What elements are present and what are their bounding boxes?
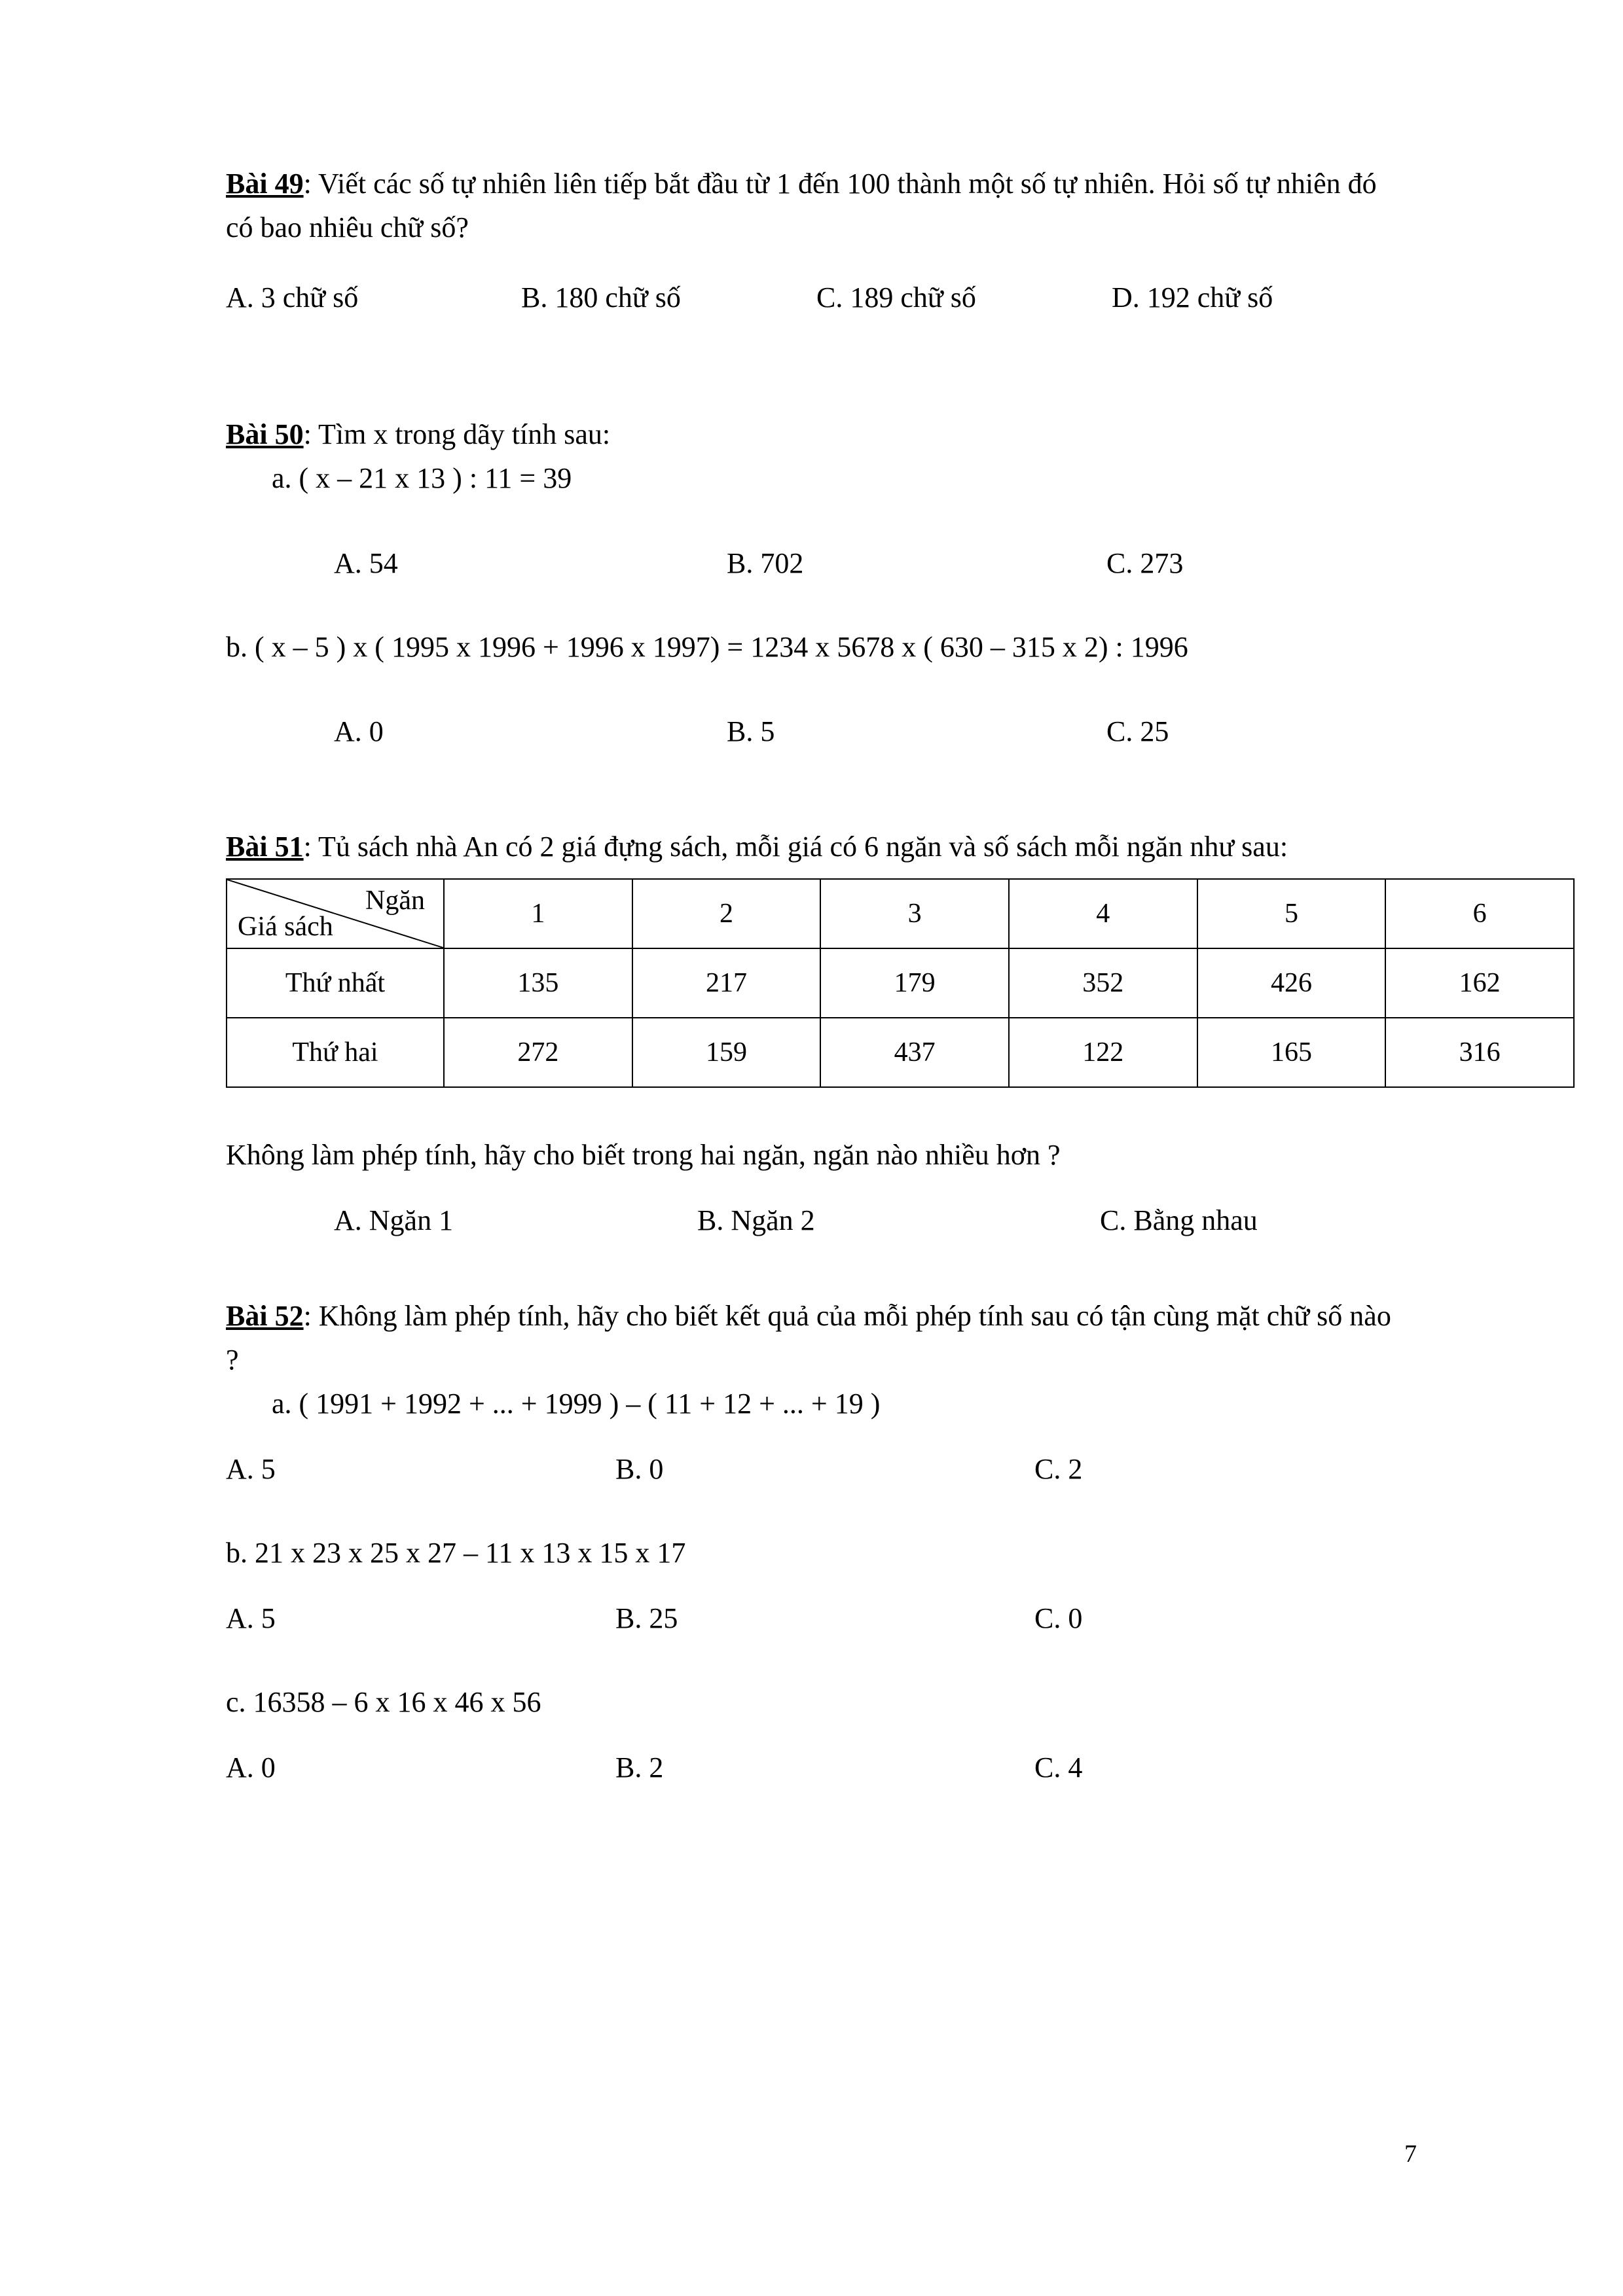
question-bai-49: [226, 162, 1407, 319]
question-bai-52: [226, 1295, 1407, 1784]
choices-51: [226, 1204, 1407, 1237]
question-body-51: : Tủ sách nhà An có 2 giá đựng sách, mỗi giá có 6 ngăn và số sách mỗi ngăn như sau:: [303, 831, 1288, 863]
choice-51-c[interactable]: C. Bằng nhau: [1100, 1204, 1258, 1237]
choice-50a-b[interactable]: B. 702: [727, 547, 804, 579]
spacer: [226, 1426, 1407, 1452]
spacer: [226, 669, 1407, 715]
question-52-part-c: c. 16358 – 6 x 16 x 46 x 56: [226, 1685, 541, 1718]
choices-52-a: [226, 1452, 1407, 1486]
table-col-header-3: 3: [820, 879, 1009, 948]
table-row-header-2: Thứ hai: [227, 1018, 444, 1087]
question-label-50: Bài 50: [226, 418, 304, 450]
page-number: 7: [1404, 2140, 1417, 2168]
choice-52b-b[interactable]: B. 25: [615, 1602, 678, 1634]
question-body-50: : Tìm x trong dãy tính sau:: [303, 418, 611, 450]
table-cell-r1c3: 179: [820, 948, 1009, 1018]
spacer: [226, 1177, 1407, 1204]
table-row-header-1: Thứ nhất: [227, 948, 444, 1018]
table-row: [227, 1018, 1574, 1087]
table-corner-cell: [227, 879, 444, 948]
choices-49: [226, 276, 1407, 319]
choices-52-c: [226, 1751, 1407, 1784]
question-label-49: Bài 49: [226, 168, 304, 200]
table-cell-r2c2: 159: [632, 1018, 821, 1087]
question-label-52: Bài 52: [226, 1300, 304, 1333]
spacer: [226, 780, 1407, 825]
choice-52c-a[interactable]: A. 0: [226, 1751, 276, 1784]
choice-52b-a[interactable]: A. 5: [226, 1602, 276, 1634]
choice-50b-a[interactable]: A. 0: [334, 715, 384, 748]
table-cell-r2c1: 272: [444, 1018, 632, 1087]
question-51-followup: Không làm phép tính, hãy cho biết trong hai ngăn, ngăn nào nhiều hơn ?: [226, 1139, 1061, 1172]
table-header-row: [227, 879, 1574, 948]
choice-49-b[interactable]: B. 180 chữ số: [521, 281, 681, 314]
choice-52a-b[interactable]: B. 0: [615, 1452, 664, 1485]
choice-52a-c[interactable]: C. 2: [1034, 1452, 1083, 1485]
choice-50b-b[interactable]: B. 5: [727, 715, 775, 748]
spacer: [226, 1088, 1407, 1134]
book-shelf-table: [226, 878, 1575, 1088]
choice-52a-a[interactable]: A. 5: [226, 1452, 276, 1485]
spacer: [226, 580, 1407, 626]
question-50-part-b: b. ( x – 5 ) x ( 1995 x 1996 + 1996 x 1997) = 1234 x 5678 x ( 630 – 315 x 2) : 1996: [226, 630, 1188, 663]
question-50-part-a: a. ( x – 21 x 13 ) : 11 = 39: [272, 461, 572, 494]
table-cell-r1c1: 135: [444, 948, 632, 1018]
question-bai-50: [226, 413, 1407, 749]
question-text-50: [226, 413, 1407, 457]
choice-50b-c[interactable]: C. 25: [1106, 715, 1169, 748]
table-row: [227, 948, 1574, 1018]
choice-49-a[interactable]: A. 3 chữ số: [226, 281, 359, 314]
question-text-52: [226, 1295, 1407, 1382]
question-body-52: : Không làm phép tính, hãy cho biết kết quả của mỗi phép tính sau có tận cùng mặt chữ số nào ?: [226, 1300, 1391, 1376]
table-col-header-6: 6: [1385, 879, 1574, 948]
table-cell-r2c4: 122: [1009, 1018, 1197, 1087]
table-cell-r1c5: 426: [1197, 948, 1386, 1018]
table-cell-r2c6: 316: [1385, 1018, 1574, 1087]
corner-label-bottom: Giá sách: [238, 912, 333, 942]
question-label-51: Bài 51: [226, 831, 304, 863]
question-52-part-b: b. 21 x 23 x 25 x 27 – 11 x 13 x 15 x 17: [226, 1536, 686, 1569]
spacer: [226, 1575, 1407, 1602]
table-cell-r2c5: 165: [1197, 1018, 1386, 1087]
spacer: [226, 1635, 1407, 1681]
choices-50-a: [226, 547, 1407, 580]
spacer: [226, 1725, 1407, 1751]
table-cell-r2c3: 437: [820, 1018, 1009, 1087]
choices-52-b: [226, 1602, 1407, 1635]
question-52-part-a: a. ( 1991 + 1992 + ... + 1999 ) – ( 11 + 12 + ... + 19 ): [272, 1387, 881, 1420]
spacer: [226, 501, 1407, 547]
table-col-header-2: 2: [632, 879, 821, 948]
choice-49-d[interactable]: D. 192 chữ số: [1112, 281, 1273, 314]
spacer: [226, 1486, 1407, 1532]
choice-51-a[interactable]: A. Ngăn 1: [334, 1204, 454, 1237]
corner-label-top: Ngăn: [365, 886, 425, 916]
table-cell-r1c2: 217: [632, 948, 821, 1018]
table-col-header-4: 4: [1009, 879, 1197, 948]
choices-50-b: [226, 715, 1407, 748]
choice-50a-a[interactable]: A. 54: [334, 547, 398, 579]
table-cell-r1c6: 162: [1385, 948, 1574, 1018]
spacer: [226, 351, 1407, 413]
choice-52b-c[interactable]: C. 0: [1034, 1602, 1083, 1634]
table-cell-r1c4: 352: [1009, 948, 1197, 1018]
table-col-header-5: 5: [1197, 879, 1386, 948]
question-text-49: [226, 162, 1407, 250]
question-body-49: : Viết các số tự nhiên liên tiếp bắt đầu từ 1 đến 100 thành một số tự nhiên. Hỏi số tự nhiên đó có bao nhiêu chữ số?: [226, 168, 1377, 243]
question-text-51: [226, 825, 1407, 869]
spacer: [226, 1268, 1407, 1295]
table-col-header-1: 1: [444, 879, 632, 948]
question-bai-51: [226, 825, 1501, 1237]
choice-52c-b[interactable]: B. 2: [615, 1751, 664, 1784]
choice-51-b[interactable]: B. Ngăn 2: [697, 1204, 815, 1237]
choice-50a-c[interactable]: C. 273: [1106, 547, 1184, 579]
choice-52c-c[interactable]: C. 4: [1034, 1751, 1083, 1784]
choice-49-c[interactable]: C. 189 chữ số: [816, 281, 976, 314]
spacer: [226, 250, 1407, 276]
